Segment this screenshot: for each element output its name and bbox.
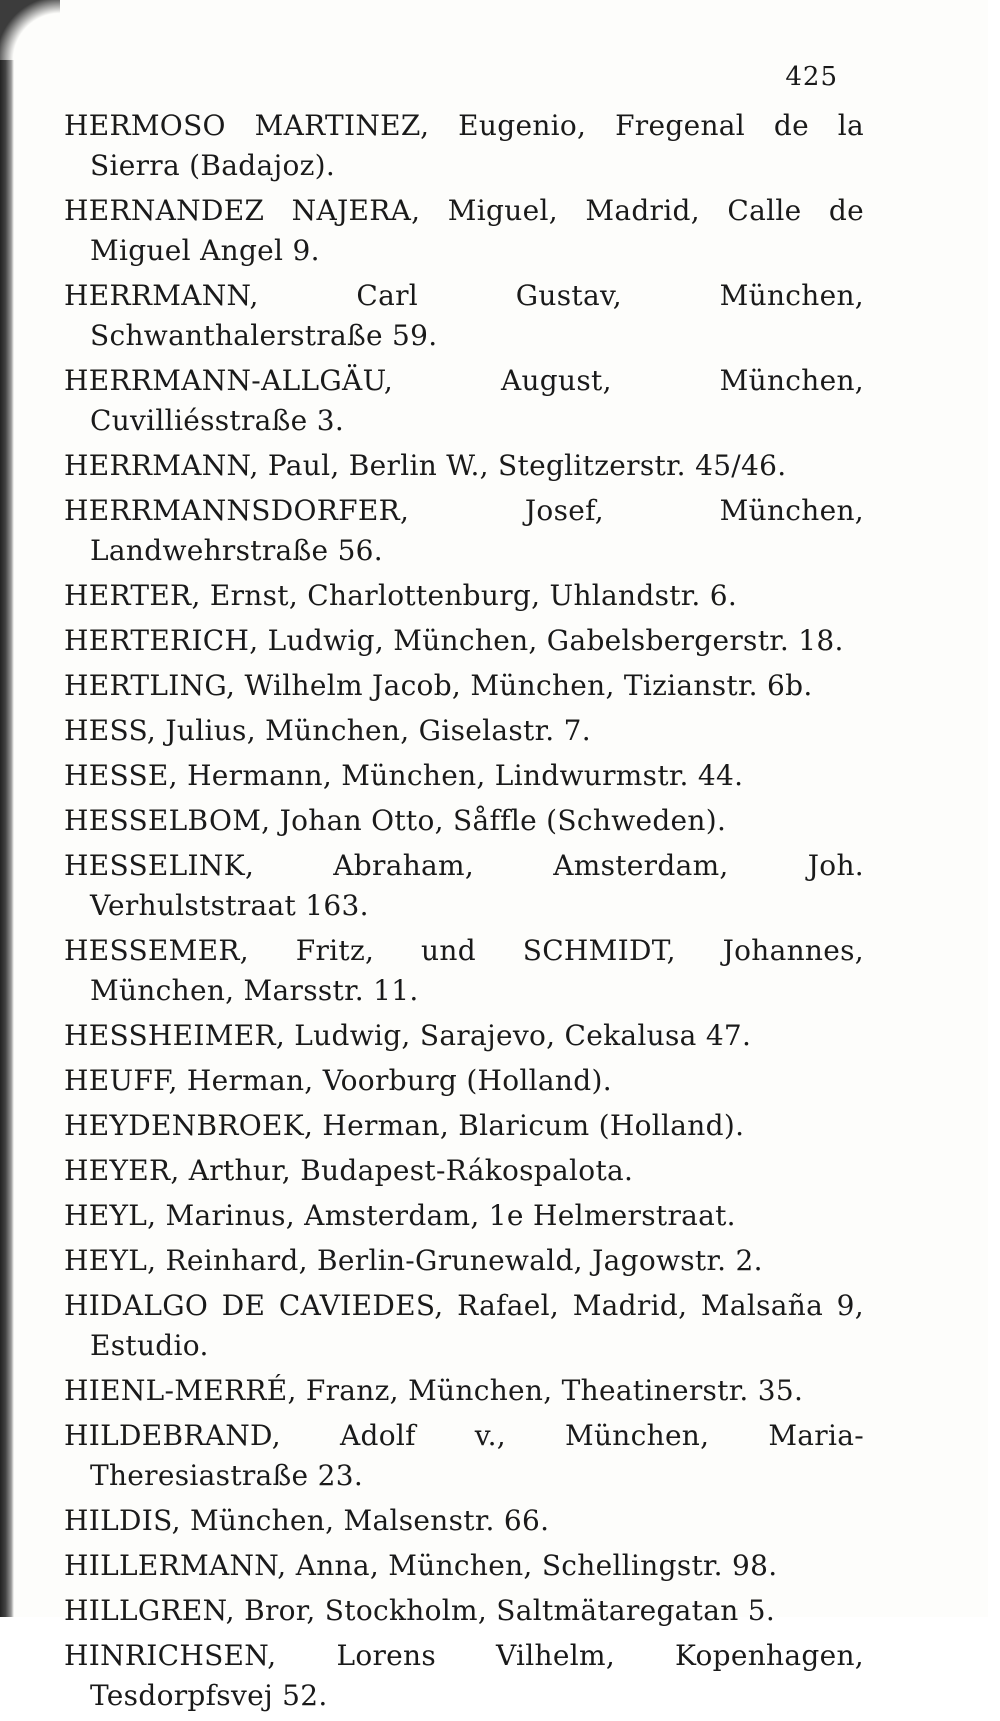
directory-entry: HERNANDEZ NAJERA, Miguel, Madrid, Calle de Miguel Angel 9. (64, 194, 864, 267)
directory-entry: HESSELINK, Abraham, Amsterdam, Joh. Verhulststraat 163. (64, 849, 864, 922)
page-number: 425 (785, 62, 838, 92)
directory-entry: HESSELBOM, Johan Otto, Såffle (Schweden). (64, 804, 727, 837)
directory-entry: HIDALGO DE CAVIEDES, Rafael, Madrid, Malsaña 9, Estudio. (64, 1289, 864, 1362)
directory-entry: HEYER, Arthur, Budapest-Rákospalota. (64, 1154, 634, 1187)
directory-entry: HERRMANN-ALLGÄU, August, München, Cuvilliésstraße 3. (64, 364, 864, 437)
directory-entry: HEYL, Reinhard, Berlin-Grunewald, Jagowstr. 2. (64, 1244, 763, 1277)
directory-entry: HESS, Julius, München, Giselastr. 7. (64, 714, 591, 747)
directory-entry: HERMOSO MARTINEZ, Eugenio, Fregenal de la Sierra (Badajoz). (64, 109, 864, 182)
book-page (8, 0, 988, 1712)
directory-entry: HEYDENBROEK, Herman, Blaricum (Holland). (64, 1109, 745, 1142)
directory-entry: HERRMANN, Carl Gustav, München, Schwanthalerstraße 59. (64, 279, 864, 352)
directory-entry: HILDIS, München, Malsenstr. 66. (64, 1504, 550, 1537)
directory-entry: HESSHEIMER, Ludwig, Sarajevo, Cekalusa 47. (64, 1019, 752, 1052)
directory-entry: HERRMANN, Paul, Berlin W., Steglitzerstr. 45/46. (64, 449, 787, 482)
directory-entries (64, 106, 864, 1721)
page-corner-shadow (0, 0, 60, 60)
directory-entry: HERRMANNSDORFER, Josef, München, Landwehrstraße 56. (64, 494, 864, 567)
directory-entry: HIENL-MERRÉ, Franz, München, Theatinerstr. 35. (64, 1374, 804, 1407)
directory-entry: HEYL, Marinus, Amsterdam, 1e Helmerstraat. (64, 1199, 736, 1232)
directory-entry: HESSE, Hermann, München, Lindwurmstr. 44. (64, 759, 744, 792)
directory-entry: HESSEMER, Fritz, und SCHMIDT, Johannes, München, Marsstr. 11. (64, 934, 864, 1007)
directory-entry: HILLGREN, Bror, Stockholm, Saltmätaregatan 5. (64, 1594, 776, 1627)
directory-entry: HILDEBRAND, Adolf v., München, Maria-Theresiastraße 23. (64, 1419, 864, 1492)
directory-entry: HEUFF, Herman, Voorburg (Holland). (64, 1064, 612, 1097)
page-edge-shadow (0, 40, 14, 1617)
directory-entry: HINRICHSEN, Lorens Vilhelm, Kopenhagen, Tesdorpfsvej 52. (64, 1639, 864, 1712)
directory-entry: HERTLING, Wilhelm Jacob, München, Tizianstr. 6b. (64, 669, 813, 702)
directory-entry: HERTERICH, Ludwig, München, Gabelsbergerstr. 18. (64, 624, 844, 657)
directory-entry: HILLERMANN, Anna, München, Schellingstr. 98. (64, 1549, 778, 1582)
directory-entry: HERTER, Ernst, Charlottenburg, Uhlandstr. 6. (64, 579, 738, 612)
